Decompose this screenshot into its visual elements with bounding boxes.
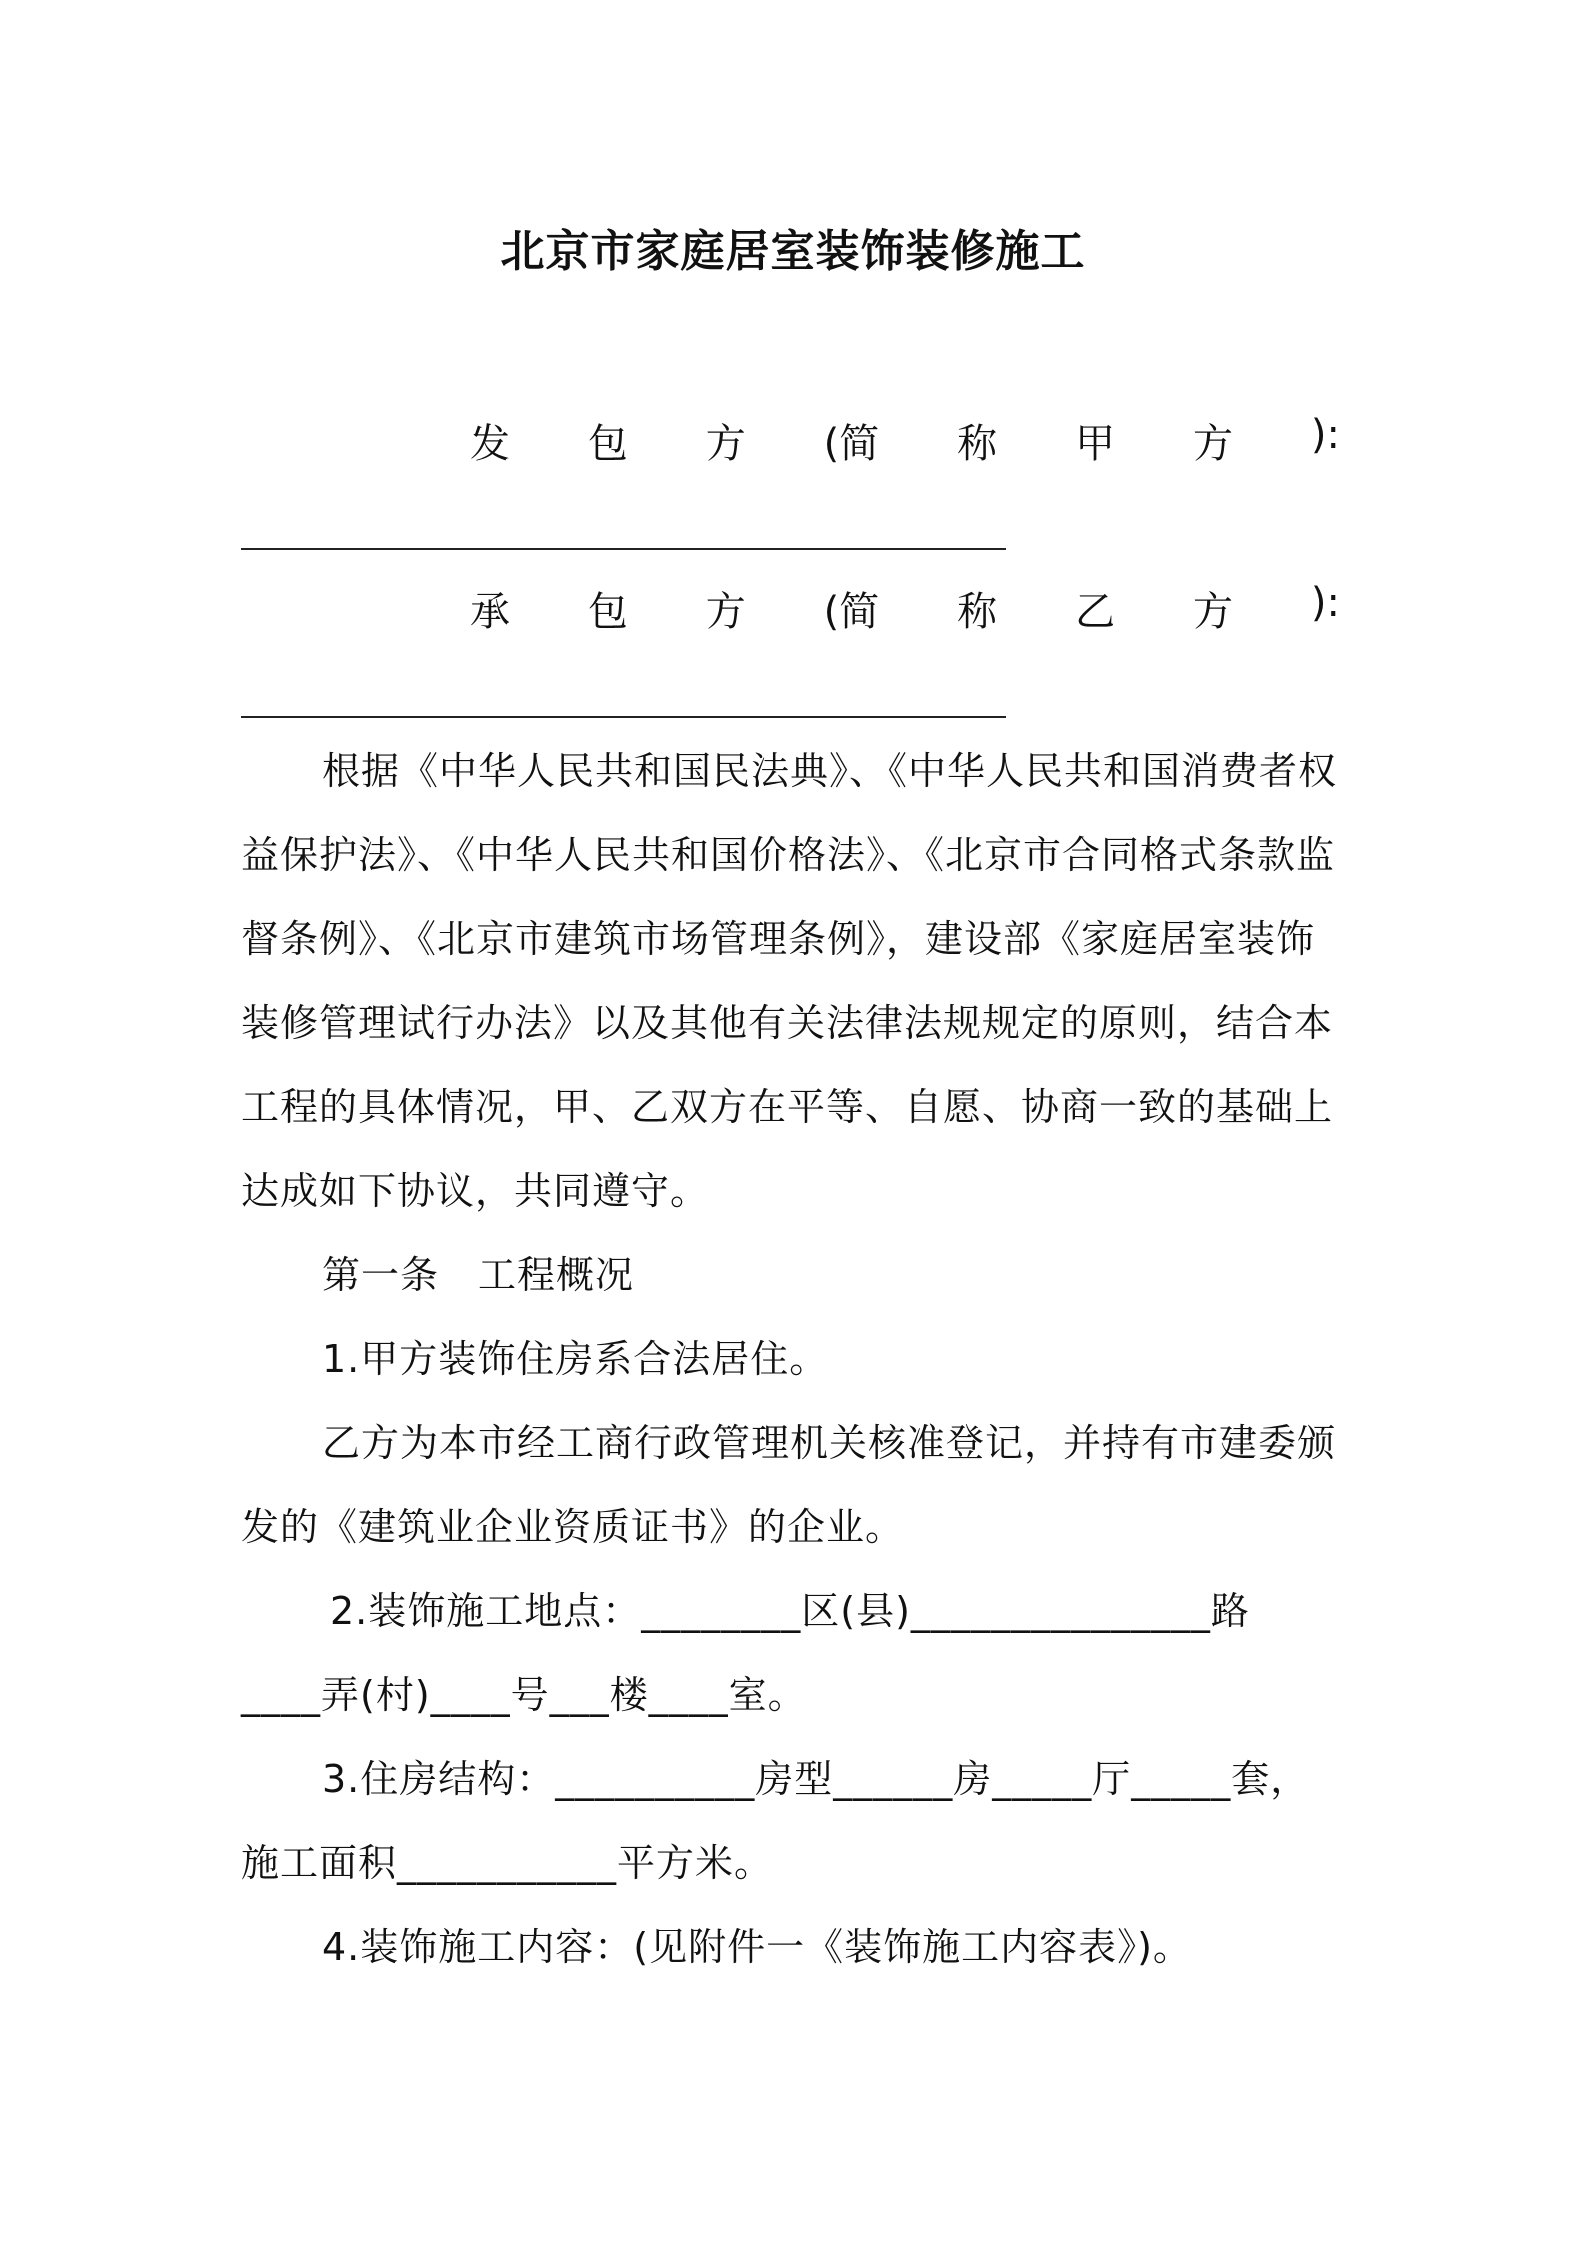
party-a-char: 包 <box>587 421 628 467</box>
section-heading: 第一条 工程概况 <box>322 1253 635 1297</box>
body-line: 装修管理试行办法》以及其他有关法律法规规定的原则，结合本 <box>241 1001 1334 1045</box>
party-b-char: 乙 <box>1075 589 1116 635</box>
party-b-char: 承 <box>470 589 510 635</box>
body-line: 2.装饰施工地点：________区(县)_______________路 <box>330 1589 1250 1633</box>
document-title: 北京市家庭居室装饰装修施工 <box>500 226 1086 277</box>
party-b-blank-line <box>241 716 1006 718</box>
party-a-char: 称 <box>957 421 998 467</box>
body-line: 达成如下协议，共同遵守。 <box>241 1169 710 1213</box>
party-a-char: 甲 <box>1075 421 1116 467</box>
party-b-char: 称 <box>957 589 998 635</box>
party-b-char: ): <box>1310 580 1340 626</box>
party-a-char: 发 <box>470 421 510 467</box>
party-b-char: 包 <box>587 589 628 635</box>
party-a-char: ): <box>1310 412 1340 458</box>
body-line: 乙方为本市经工商行政管理机关核准登记，并持有市建委颁 <box>322 1421 1337 1465</box>
party-a-char: 方 <box>705 421 746 467</box>
body-line: 督条例》、《北京市建筑市场管理条例》，建设部《家庭居室装饰 <box>241 917 1316 961</box>
party-a-char: (简 <box>823 421 880 467</box>
party-b-char: 方 <box>705 589 746 635</box>
party-b-char: (简 <box>823 589 880 635</box>
body-line: 4.装饰施工内容：(见附件一《装饰施工内容表》)。 <box>322 1925 1192 1969</box>
body-line: 3.住房结构：__________房型______房_____厅_____套， <box>322 1757 1310 1801</box>
party-b-char: 方 <box>1192 589 1233 635</box>
body-line: 工程的具体情况，甲、乙双方在平等、自愿、协商一致的基础上 <box>241 1085 1334 1129</box>
body-line: 施工面积___________平方米。 <box>241 1841 774 1885</box>
body-line: 发的《建筑业企业资质证书》的企业。 <box>241 1505 905 1549</box>
body-line: ____弄(村)____号___楼____室。 <box>241 1673 807 1717</box>
party-b-label <box>470 580 1340 637</box>
body-line: 1.甲方装饰住房系合法居住。 <box>322 1337 829 1381</box>
party-a-label <box>470 412 1340 469</box>
party-a-char: 方 <box>1192 421 1233 467</box>
party-a-blank-line <box>241 548 1006 550</box>
body-line: 根据《中华人民共和国民法典》、《中华人民共和国消费者权 <box>322 749 1338 793</box>
body-line: 益保护法》、《中华人民共和国价格法》、《北京市合同格式条款监 <box>241 833 1336 877</box>
